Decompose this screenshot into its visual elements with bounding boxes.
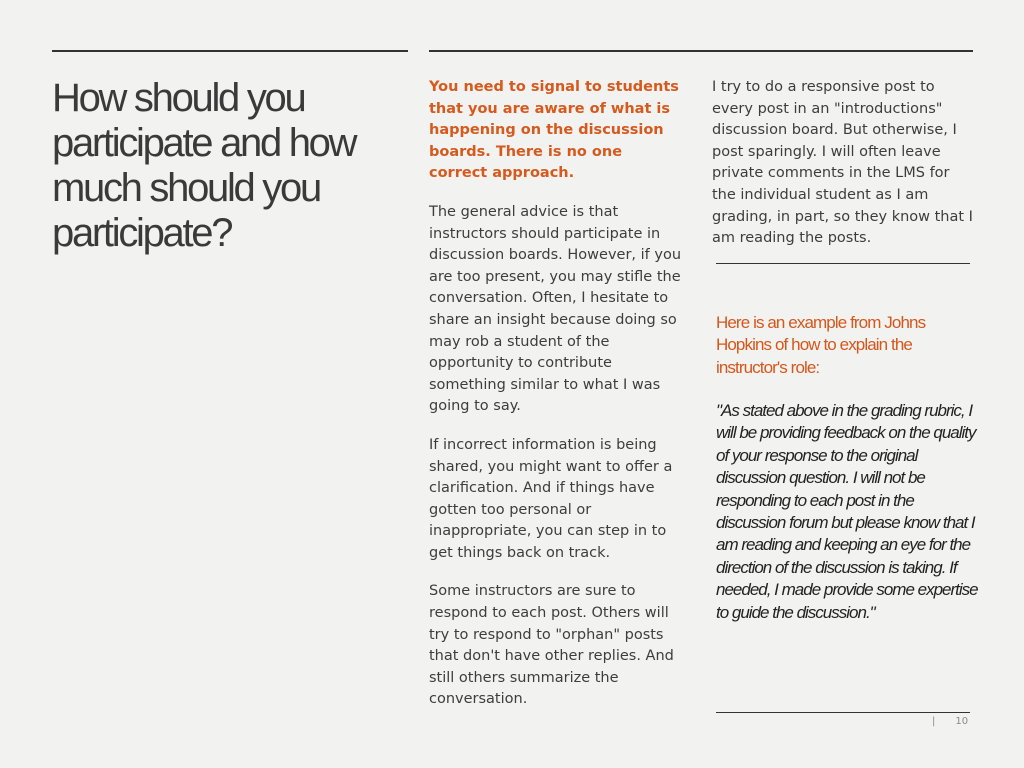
example-intro: Here is an example from Johns Hopkins of how to explain the instructor's role: <box>716 313 926 377</box>
middle-column <box>429 77 684 711</box>
right-rule-lower <box>716 712 970 713</box>
lead-statement: You need to signal to students that you are aware of what is happening on the discussion boards. There is no one correct approach. <box>429 79 679 182</box>
top-rule-left <box>52 50 408 52</box>
example-quote: "As stated above in the grading rubric, I will be providing feedback on the quality of your response to the original discussion question. I will not be responding to each post in the discussion forum but please know that I am reading and keeping an eye for the direction of the discussion is taking. If needed, I made provide some expertise to guide the discussion." <box>716 401 978 622</box>
paragraph-personal-practice: I try to do a responsive post to every post in an "introductions" discussion board. But otherwise, I post sparingly. I will often leave private comments in the LMS for the individual student as I am grading, in part, so they know that I am reading the posts. <box>712 79 973 247</box>
footer <box>932 716 968 727</box>
paragraph-incorrect-info: If incorrect information is being shared, you might want to offer a clarification. And if things have gotten too personal or inappropriate, you can step in to get things back on track. <box>429 436 673 561</box>
page-title: How should you participate and how much should you participate? <box>52 76 356 255</box>
paragraph-instructor-approaches: Some instructors are sure to respond to each post. Others will try to respond to "orphan" posts that don't have other replies. And still others summarize the conversation. <box>429 583 674 708</box>
top-rule-right <box>429 50 973 52</box>
right-column-top <box>712 77 974 250</box>
right-rule-upper <box>716 263 970 264</box>
paragraph-general-advice: The general advice is that instructors should participate in discussion boards. However, if you are too present, you may stifle the conversation. Often, I hesitate to share an insight because doing so may rob a student of the opportunity to contribute something similar to what I was going to say. <box>429 203 682 415</box>
footer-separator: | <box>932 716 936 727</box>
page-number: 10 <box>955 716 969 727</box>
